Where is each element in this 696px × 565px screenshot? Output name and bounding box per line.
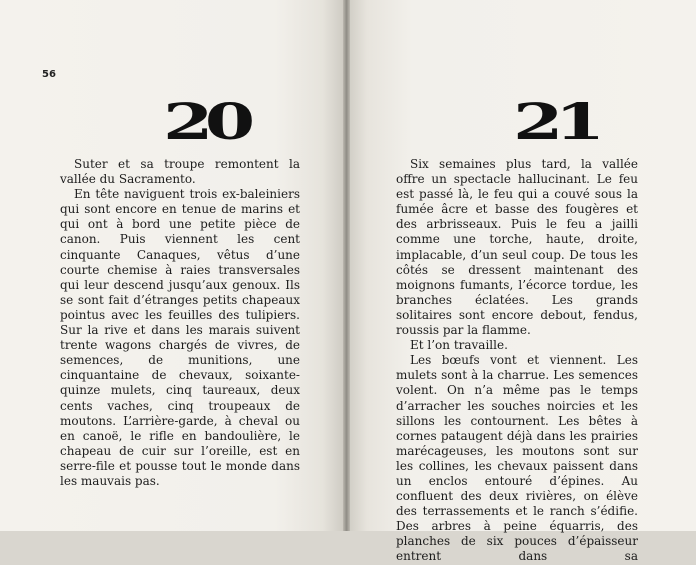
left-page	[0, 0, 343, 531]
chapter-number-21: 21	[513, 92, 597, 151]
chapter-text	[396, 157, 638, 565]
right-page	[350, 0, 696, 564]
page-number: 56	[42, 69, 56, 80]
book-gutter	[343, 0, 350, 531]
paragraph: Les bœufs vont et viennent. Les mulets sont à la charrue. Les semences volent. On n’a même pas le temps d’arracher les souches noircies et les sillons les contournent. Les bêtes à cornes pataugent déjà dans les prairies marécageuses, les moutons sont sur les collines, les chevaux paissent dans un enclos entouré d’épines. Au confluent des deux rivières, on élève des terrassements et le ranch s’édifie. Des arbres à peine équarris, des planches de six pouces d’épaisseur entrent dans sa	[396, 353, 638, 564]
paragraph: Six semaines plus tard, la vallée offre un spectacle hallucinant. Le feu est passé là, le feu qui a couvé sous la fumée âcre et basse des fougères et des arbrisseaux. Puis le feu a jailli comme une torche, haute, droite, implacable, d’un seul coup. De tous les côtés se dressent maintenant des moignons fumants, l’écorce tordue, les branches éclatées. Les grands solitaires sont encore debout, fendus, roussis par la flamme.	[396, 157, 638, 338]
paragraph: En tête naviguent trois ex-baleiniers qui sont encore en tenue de marins et qui ont à bord une petite pièce de canon. Puis viennent les cent cinquante Canaques, vêtus d’une courte chemise à raies transversales qui leur descend jusqu’aux genoux. Ils se sont fait d’étranges petits chapeaux pointus avec les feuilles des tulipiers. Sur la rive et dans les marais suivent trente wagons chargés de vivres, de semences, de munitions, une cinquantaine de chevaux, soixante-quinze mulets, cinq taureaux, deux cents vaches, cinq troupeaux de moutons. L’arrière-garde, à cheval ou en canoë, le rifle en bandoulière, le chapeau de cuir sur l’oreille, est en serre-file et pousse tout le monde dans les mauvais pas.	[60, 187, 300, 488]
paragraph: Suter et sa troupe remontent la vallée du Sacramento.	[60, 157, 300, 187]
chapter-text	[60, 157, 300, 489]
paragraph: Et l’on travaille.	[410, 338, 508, 353]
chapter-number-20: 20	[163, 92, 247, 151]
